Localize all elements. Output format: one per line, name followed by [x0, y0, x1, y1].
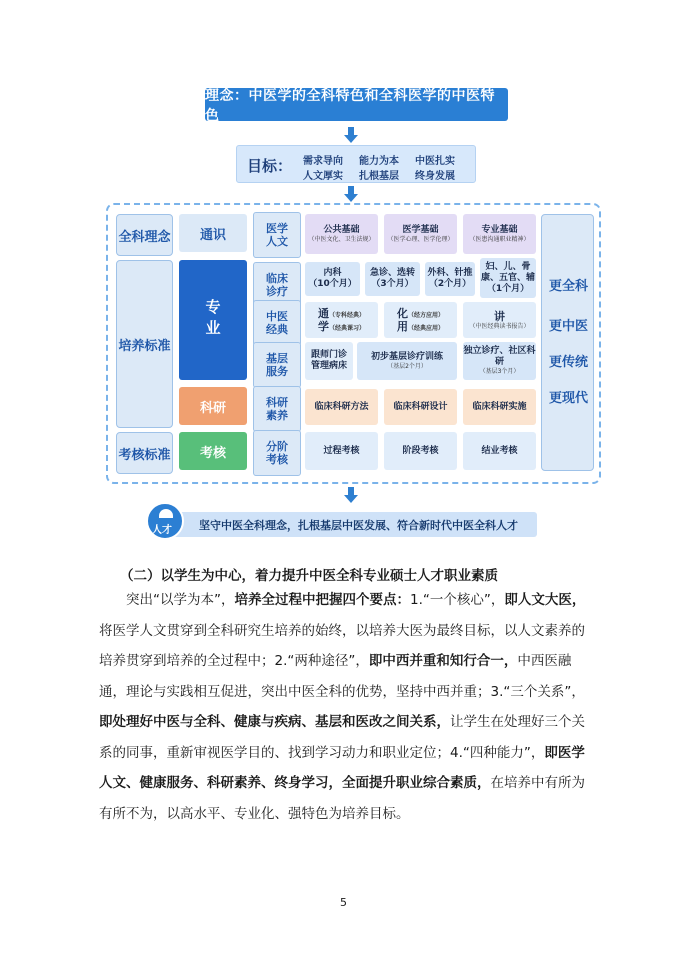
goal-item: 扎根基层: [359, 171, 399, 182]
sub-primary: [253, 342, 301, 388]
goal-item: 需求导向: [303, 156, 343, 167]
cell-mentor: [305, 342, 353, 380]
goal-item: 中医扎实: [415, 156, 455, 167]
arrow-down-icon: [344, 127, 358, 143]
cell-sub: （中医经典读书报告）: [469, 322, 530, 330]
body-paragraph: [99, 585, 593, 829]
cell-char: 通: [317, 307, 329, 320]
sub-assessment-text: 分阶考核: [266, 440, 288, 466]
main-major: [179, 260, 247, 380]
cell-stage-assessment: [384, 432, 457, 470]
cell-research-method: [305, 389, 378, 425]
paragraph-segment: 将医学人文贯穿到全科研究生培养的始终，以培养大医为最终目标，以人文素养的培养贯穿到培养的全过程中；2.“两种途径”，: [99, 622, 585, 669]
cell-medical-basics: [384, 214, 457, 254]
goal-item: 终身发展: [415, 171, 455, 182]
cell-title: 独立诊疗、社区科研: [463, 346, 536, 367]
cell-research-implement: [463, 389, 536, 425]
cell-sub: （经方应用）: [407, 312, 444, 319]
goal-item: 人文厚实: [303, 171, 343, 182]
paragraph-segment: 在培养中有所为有所不为，以高水平、专业化、强特色为培养目标。: [99, 775, 585, 822]
talent-icon-label: 人才: [152, 525, 172, 536]
cell-primary-training: [357, 342, 457, 380]
paragraph-segment: 1.“一个核心”，: [410, 592, 505, 608]
cell-sub: （基层3个月）: [479, 368, 520, 375]
cell-title: 内科: [323, 268, 342, 278]
arrow-down-icon: [344, 186, 358, 202]
cell-tong: [305, 302, 378, 338]
doctor-icon: [146, 502, 184, 540]
concept-banner: 理念：中医学的全科特色和全科医学的中医特色: [205, 88, 508, 121]
cell-title: 公共基础: [323, 224, 360, 235]
left-label-standard: 培养标准: [116, 260, 173, 428]
paragraph-segment: 中西医融通，理论与实践相互促进，突出中医全科的优势，坚持中西并重；3.“三个关系”，: [99, 653, 585, 700]
cell-jiang: [463, 302, 536, 338]
paragraph-segment: 即处理好中医与全科、健康与疾病、基层和医改之间关系，: [99, 714, 450, 730]
cell-title: 阶段考核: [402, 445, 439, 456]
cell-char: 化: [396, 307, 408, 320]
cell-sub: （经典课习）: [328, 325, 365, 332]
sub-assessment: [253, 430, 301, 476]
paragraph-segment: 突出“以学为本”，: [126, 592, 235, 608]
paragraph-segment: 让学生在处理好三个关系的同事，重新审视医学目的、找到学习动力和职业定位；4.“四种能力”，: [99, 714, 585, 761]
cell-sub: （经典应用）: [407, 325, 444, 332]
goal-box: [236, 145, 476, 183]
cell-independent: [463, 342, 536, 380]
cell-sub: （基层2个月）: [387, 362, 427, 370]
cell-internal: [305, 262, 360, 296]
main-general: 通识: [179, 214, 247, 252]
sub-classics-text: 中医经典: [266, 310, 288, 336]
cell-title: 初步基层诊疗训练: [370, 351, 443, 362]
cell-char: 学: [317, 320, 329, 333]
sub-clinical-text: 临床诊疗: [266, 272, 288, 298]
cell-title: 专业基础: [481, 224, 518, 235]
right-label: 更中医: [548, 319, 588, 334]
goal-item: 能力为本: [359, 156, 399, 167]
left-label-concept: 全科理念: [116, 214, 173, 256]
cell-sub: （1个月）: [486, 283, 530, 294]
talent-banner: [166, 512, 537, 537]
cell-sub: （医学心理、医学伦理）: [387, 235, 454, 243]
cell-sub: （医患沟通职业精神）: [469, 235, 530, 243]
sub-humanities-text: 医学人文: [266, 222, 288, 248]
goal-label: 目标：: [247, 157, 293, 175]
cell-final-assessment: [463, 432, 536, 470]
cell-title-2: 康、五官、辅: [480, 272, 535, 283]
main-assessment: 考核: [179, 432, 247, 470]
paragraph-segment: 即中西并重和知行合一，: [368, 653, 518, 669]
cell-hua: [384, 302, 457, 338]
page-number: 5: [340, 896, 347, 909]
cell-process-assessment: [305, 432, 378, 470]
sub-classics: [253, 300, 301, 346]
cell-public-basics: [305, 214, 378, 254]
cell-char: 用: [396, 320, 408, 333]
cell-sub: （2个月）: [428, 279, 472, 289]
sub-research-text: 科研素养: [266, 396, 288, 422]
sub-research: [253, 386, 301, 432]
sub-humanities: [253, 212, 301, 258]
sub-primary-text: 基层服务: [266, 352, 288, 378]
talent-text: 坚守中医全科理念，扎根基层中医发展、符合新时代中医全科人才: [199, 519, 518, 532]
right-goals: [541, 214, 594, 471]
cell-pediatrics: [480, 258, 536, 298]
cell-surgery: [425, 262, 475, 296]
paragraph-segment: 培养全过程中把握四个要点：: [234, 592, 410, 608]
cell-sub: （3个月）: [371, 279, 414, 289]
cell-title: 结业考核: [481, 445, 518, 456]
cell-title: 医学基础: [402, 224, 439, 235]
right-label: 更现代: [548, 391, 588, 406]
cell-title: 临床科研实施: [472, 401, 527, 412]
cell-emergency: [365, 262, 420, 296]
main-major-text: 专业: [203, 299, 222, 341]
left-label-assessment: 考核标准: [116, 432, 173, 474]
cell-title: 临床科研方法: [314, 401, 369, 412]
paragraph-segment: 即医学人文、健康服务、科研素养、终身学习，全面提升职业综合素质，: [99, 744, 585, 791]
arrow-down-icon: [344, 487, 358, 503]
cell-title: 临床科研设计: [393, 401, 448, 412]
right-label: 更全科: [548, 279, 588, 294]
right-label: 更传统: [548, 355, 588, 370]
cell-sub: （中医文化、卫生法规）: [308, 235, 375, 243]
cell-research-design: [384, 389, 457, 425]
cell-title: 急诊、选转: [369, 268, 415, 278]
cell-title: 讲: [494, 309, 505, 323]
cell-title: 外科、针推: [427, 268, 473, 278]
cell-sub: （专科经典）: [328, 312, 365, 319]
section-title: （二）以学生为中心，着力提升中医全科专业硕士人才职业素质: [120, 568, 498, 584]
main-research: 科研: [179, 387, 247, 425]
cell-title-2: 管理病床: [310, 361, 347, 371]
cell-title: 跟师门诊: [310, 350, 347, 360]
cell-sub: （10个月）: [308, 279, 357, 289]
cell-professional-basics: [463, 214, 536, 254]
cell-title: 过程考核: [323, 445, 360, 456]
paragraph-segment: 即人文大医，: [504, 592, 586, 608]
cell-title: 妇、儿、骨: [485, 261, 531, 272]
